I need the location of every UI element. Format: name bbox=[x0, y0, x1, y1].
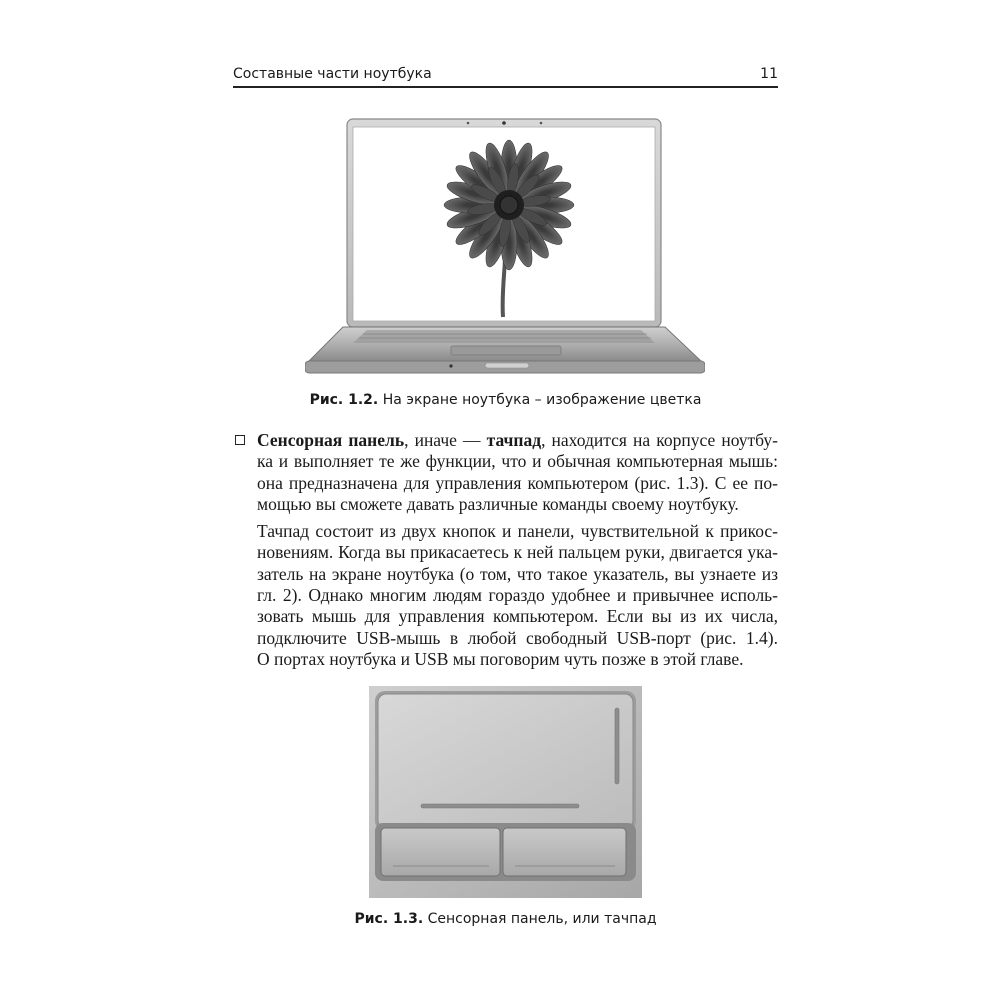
figure-2-label: Рис. 1.3. bbox=[354, 911, 424, 927]
text-line: подключите USB-мышь в любой свободный USB-порт (рис. 1.4). bbox=[257, 627, 778, 648]
figure-2-caption-text: Сенсорная панель, или тачпад bbox=[423, 911, 657, 927]
figure-1-label: Рис. 1.2. bbox=[309, 392, 379, 408]
text-line: О портах ноутбука и USB мы поговорим чуть позже в этой главе. bbox=[257, 648, 744, 669]
text-line: затель на экране ноутбука (о том, что такое указатель, вы узнаете из bbox=[257, 563, 778, 584]
chapter-title: Составные части ноутбука bbox=[233, 66, 432, 82]
touchpad-photo bbox=[369, 686, 642, 898]
term-touchpanel: Сенсорная панель bbox=[257, 430, 405, 450]
body-text bbox=[233, 430, 778, 670]
figure-2-caption bbox=[233, 911, 778, 927]
figure-1-caption bbox=[233, 392, 778, 408]
paragraph-2 bbox=[233, 521, 778, 670]
text-line: она предназначена для управления компьютером (рис. 1.3). С ее по- bbox=[257, 472, 778, 493]
text-line: гл. 2). Однако многим людям гораздо удобнее и привычнее исполь- bbox=[257, 585, 778, 606]
checkbox-bullet-icon bbox=[235, 435, 245, 445]
text-line: зовать мышь для управления компьютером. Если вы из их числа, bbox=[257, 606, 778, 627]
laptop-flower-illustration bbox=[305, 117, 705, 377]
term-touchpad: тачпад bbox=[486, 430, 542, 450]
text-line: Тачпад состоит из двух кнопок и панели, чувствительной к прикос- bbox=[257, 521, 778, 542]
figure-1-caption-text: На экране ноутбука – изображение цветка bbox=[378, 392, 702, 408]
running-head bbox=[233, 64, 778, 88]
text-line: ка и выполняет те же функции, что и обычная компьютерная мышь: bbox=[257, 451, 778, 472]
text-line: мощью вы сможете давать различные команды своему ноутбуку. bbox=[257, 493, 739, 514]
text-line: Сенсорная панель, иначе — тачпад, находится на корпусе ноутбу- bbox=[257, 430, 778, 450]
bullet-paragraph bbox=[233, 430, 778, 515]
page-number: 11 bbox=[760, 66, 778, 82]
text-line: новениям. Когда вы прикасаетесь к ней пальцем руки, двигается ука- bbox=[257, 542, 778, 563]
